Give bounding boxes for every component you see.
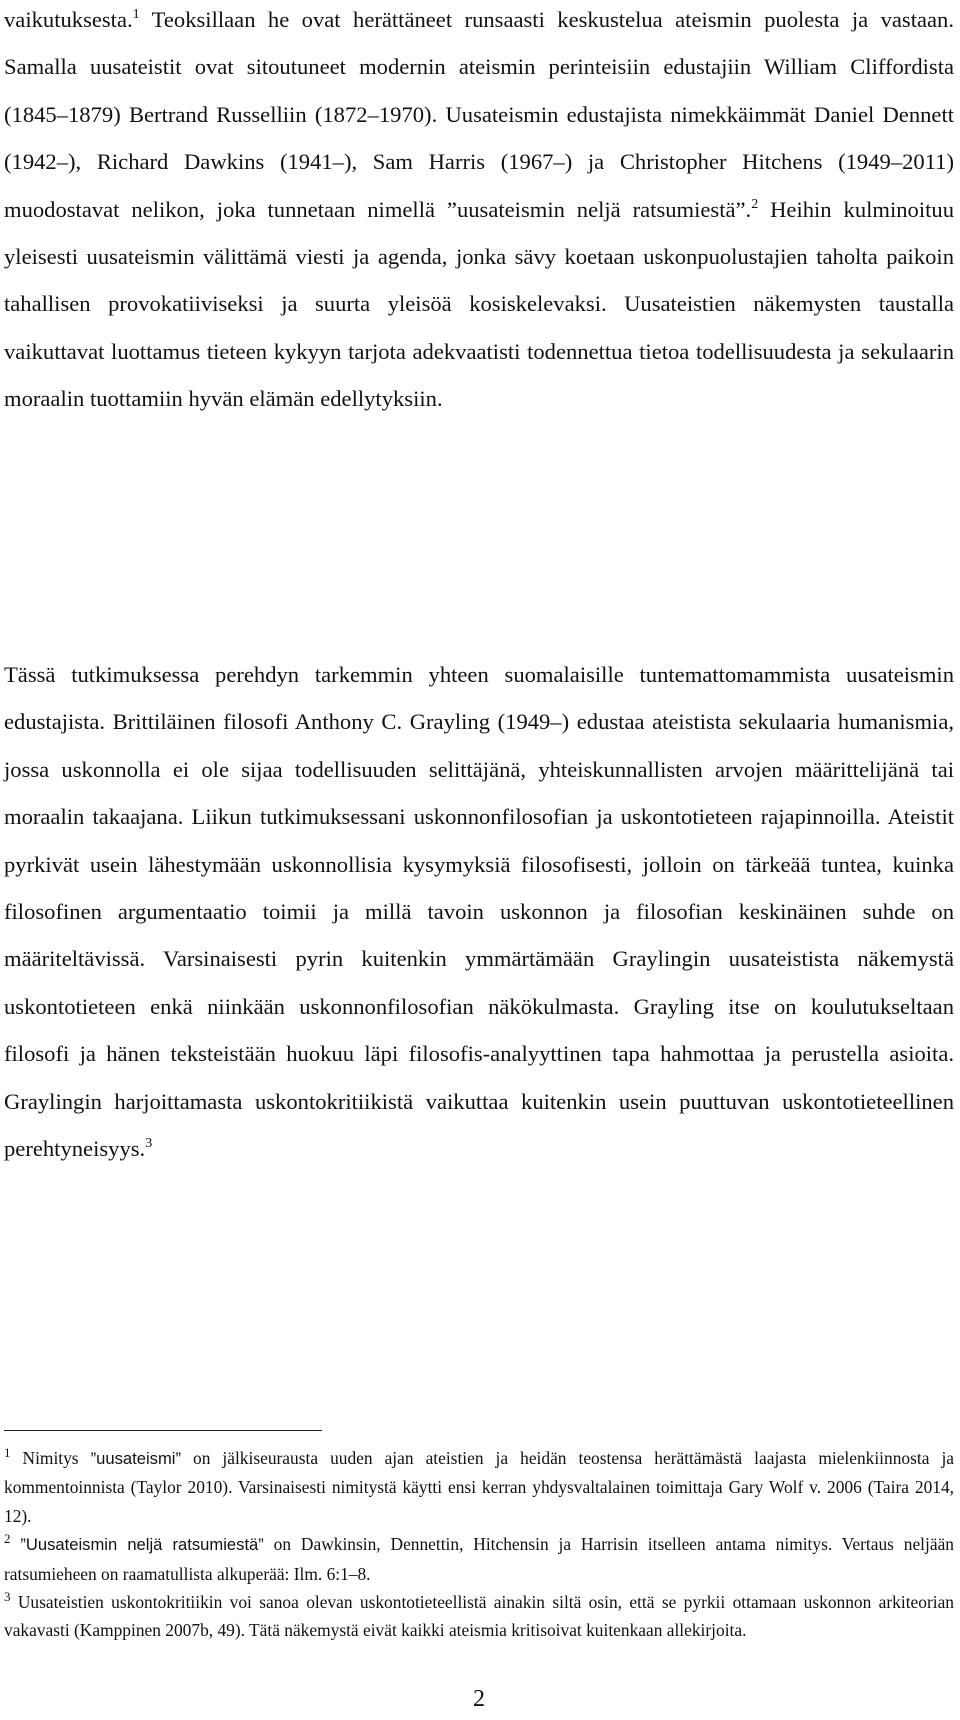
footnote-3 — [4, 1588, 954, 1645]
footnote-2 — [4, 1530, 954, 1588]
paragraph-1-text-c: Heihin kulminoituu yleisesti uusateismin välittämä viesti ja agenda, jonka sävy koetaan uskonpuolustajien taholta paikoin tahallisen provokatiiviseksi ja suurta yleisöä kosiskelevaksi. Uusateistien näkemysten taustalla vaikuttavat luottamus tieteen kykyyn tarjota adekvaatisti todennettua tietoa todellisuudesta ja sekulaarin moraalin tuottamiin hyvän elämän edellytyksiin. — [4, 196, 954, 412]
footnote-1-marker: 1 — [4, 1445, 11, 1460]
footnote-3-text: Uusateistien uskontokritiikin voi sanoa olevan uskontotieteellistä ainakin siltä osin, että se pyrkii ottamaan uskonnon arkiteorian vakavasti (Kamppinen 2007b, 49). Tätä näkemystä eivät kaikki ateismia kritisoivat kuitenkaan allekirjoita. — [4, 1592, 954, 1641]
body-paragraph-1 — [4, 0, 954, 423]
footnote-2-marker: 2 — [4, 1531, 11, 1547]
footnote-ref-3: 3 — [145, 1136, 153, 1152]
footnote-ref-2: 2 — [751, 196, 759, 212]
footnote-1-term: ”uusateismi” — [90, 1449, 181, 1468]
footnote-2-term: ”Uusateismin neljä ratsumiestä” — [20, 1535, 264, 1555]
footnote-3-marker: 3 — [4, 1589, 11, 1605]
footnote-1-text-post: on jälkiseurausta uuden ajan ateistien ja heidän teostensa herättämästä laajasta mielenkiinnosta ja kommentoinnista (Taylor 2010). Varsinaisesti nimitystä käytti ensi kerran yhdysvaltalainen toimittaja Gary Wolf v. 2006 (Taira 2014, 12). — [4, 1448, 954, 1526]
footnote-1 — [4, 1444, 954, 1530]
paragraph-1-text-a: vaikutuksesta. — [4, 7, 133, 32]
paragraph-2-text-a: Tässä tutkimuksessa perehdyn tarkemmin yhteen suomalaisille tuntemattomammista uusateismin edustajista. Brittiläinen filosofi Anthony C. Grayling (1949–) edustaa ateistista sekulaaria humanismia, jossa uskonnolla ei ole sijaa todellisuuden selittäjänä, yhteiskunnallisten arvojen määrittelijänä tai moraalin takaajana. Liikun tutkimuksessani uskonnonfilosofian ja uskontotieteen rajapinnoilla. Ateistit pyrkivät usein lähestymään uskonnollisia kysymyksiä filosofisesti, jolloin on tärkeää tuntea, kuinka filosofinen argumentaatio toimii ja millä tavoin uskonnon ja filosofian keskinäinen suhde on määriteltävissä. Varsinaisesti pyrin kuitenkin ymmärtämään Graylingin uusateistista näkemystä uskontotieteen enkä niinkään uskonnonfilosofian näkökulmasta. Grayling itse on koulutukseltaan filosofi ja hänen teksteistään huokuu läpi filosofis-analyyttinen tapa hahmottaa ja perustella asioita. Graylingin harjoittamasta uskontokritiikistä vaikuttaa kuitenkin usein puuttuvan uskontotieteellinen perehtyneisyys. — [4, 662, 954, 1162]
page-number: 2 — [473, 1686, 485, 1712]
footnote-2-text-pre — [11, 1534, 21, 1554]
paragraph-1-text-b: Teoksillaan he ovat herättäneet runsaasti keskustelua ateismin puolesta ja vastaan. Samalla uusateistit ovat sitoutuneet modernin ateismin perinteisiin edustajiin William Cliffordista (1845–1879) Bertrand Russelliin (1872–1970). Uusateismin edustajista nimekkäimmät Daniel Dennett (1942–), Richard Dawkins (1941–), Sam Harris (1967–) ja Christopher Hitchens (1949–2011) muodostavat nelikon, joka tunnetaan nimellä ”uusateismin neljä ratsumiestä”. — [4, 7, 954, 222]
footnote-1-text-pre: Nimitys — [10, 1448, 91, 1468]
footnotes-section — [4, 1444, 954, 1645]
footnote-2-text-post: on Dawkinsin, Dennettin, Hitchensin ja Harrisin itselleen antama nimitys. Vertaus neljään ratsumieheen on raamatullista alkuperää: Ilm. 6:1–8. — [4, 1534, 954, 1584]
body-paragraph-2 — [4, 651, 954, 1172]
footnote-divider — [4, 1430, 322, 1431]
footnote-ref-1: 1 — [132, 7, 140, 22]
